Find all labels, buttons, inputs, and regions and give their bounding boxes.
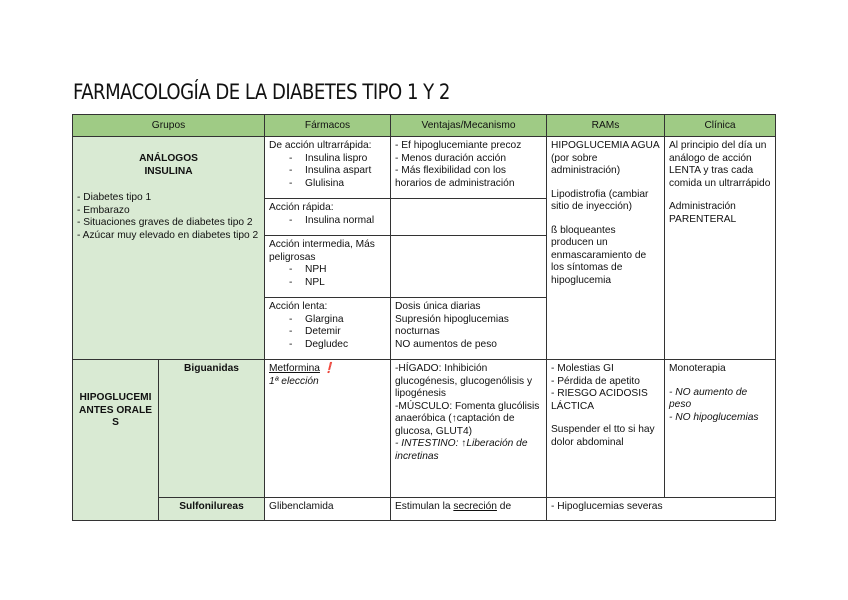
ventajas-ultrarrapida	[391, 137, 547, 199]
rams-betabloqueantes: ß bloqueantes producen un enmascaramiento de los síntomas de hipoglucemia	[551, 224, 647, 286]
farmaco-intermedia	[265, 236, 391, 298]
clinica-administracion: Administración PARENTERAL	[669, 201, 737, 225]
ventajas-lenta	[391, 298, 547, 360]
mecanismo-higado: -HÍGADO: Inhibición glucogénesis, glucogenólisis y lipogénesis	[395, 363, 533, 399]
farmaco-rapida	[265, 199, 391, 236]
header-farmacos: Fármacos	[265, 115, 391, 137]
ventaja-item: - Ef hipoglucemiante precoz	[395, 140, 522, 151]
exclamation-icon: ❗	[322, 363, 336, 374]
header-row	[73, 115, 776, 137]
drug-item: - NPH	[269, 264, 386, 277]
ventaja-item: NO aumentos de peso	[395, 338, 497, 350]
drug-item: - NPL	[269, 277, 386, 290]
ram-item: - RIESGO ACIDOSIS LÁCTICA	[551, 388, 648, 412]
ventaja-item: Dosis única diarias	[395, 301, 481, 312]
mecanismo-sulfonilureas	[391, 498, 547, 521]
metformina-note: 1ª elección	[269, 375, 319, 387]
ventaja-item: Supresión hipoglucemias nocturnas	[395, 313, 509, 337]
analogos-group-cell	[73, 137, 265, 360]
ventajas-rapida	[391, 199, 547, 236]
header-rams: RAMs	[547, 115, 665, 137]
header-grupos: Grupos	[73, 115, 265, 137]
drug-item: - Glargina	[269, 314, 386, 327]
mecanismo-prefix: Estimulan la	[395, 501, 454, 512]
clinica-biguanidas	[665, 360, 776, 498]
mecanismo-intestino: - INTESTINO: ↑Liberación de incretinas	[395, 438, 528, 462]
clinica-item: - NO hipoglucemias	[669, 411, 759, 423]
mecanismo-suffix: de	[496, 501, 512, 512]
drug-item: - Insulina lispro	[269, 153, 386, 166]
indication-item: - Embarazo	[77, 204, 130, 216]
ventajas-intermedia	[391, 236, 547, 298]
subgroup-biguanidas: Biguanidas	[159, 360, 265, 498]
header-ventajas: Ventajas/Mecanismo	[391, 115, 547, 137]
farmaco-lenta	[265, 298, 391, 360]
indication-item: - Azúcar muy elevado en diabetes tipo 2	[77, 229, 259, 241]
farmaco-metformina	[265, 360, 391, 498]
ram-item: - Pérdida de apetito	[551, 375, 640, 387]
drug-item: - Insulina aspart	[269, 165, 386, 178]
rams-biguanidas	[547, 360, 665, 498]
clinica-analogos	[665, 137, 776, 360]
mecanismo-musculo: -MÚSCULO: Fomenta glucólisis anaeróbica (↑captación de glucosa, GLUT4)	[395, 400, 540, 437]
header-clinica: Clínica	[665, 115, 776, 137]
indication-item: - Diabetes tipo 1	[77, 192, 152, 203]
ventaja-item: - Más flexibilidad con los horarios de administración	[395, 165, 515, 189]
rams-sulfonilureas: - Hipoglucemias severas	[547, 498, 776, 521]
rams-suspender-note: Suspender el tto si hay dolor abdominal	[551, 424, 655, 448]
subgroup-sulfonilureas: Sulfonilureas	[159, 498, 265, 521]
intermedia-label: Acción intermedia, Más peligrosas	[269, 239, 375, 263]
rams-hipoglucemia: HIPOGLUCEMIA AGUA (por sobre administración)	[551, 140, 660, 176]
analogos-name-line2: INSULINA	[144, 165, 193, 177]
hipoglucemiantes-label: HIPOGLUCEMIANTES ORALES	[78, 392, 152, 428]
clinica-pauta: Al principio del día un análogo de acción LENTA y tras cada comida un ultrarrápido	[669, 140, 771, 189]
indication-item: - Situaciones graves de diabetes tipo 2	[77, 217, 253, 228]
drug-item: - Insulina normal	[269, 215, 386, 228]
analogos-name-line1: ANÁLOGOS	[139, 153, 198, 164]
drug-item: - Glulisina	[269, 178, 386, 191]
rapida-label: Acción rápida:	[269, 202, 334, 213]
rams-lipodistrofia: Lipodistrofia (cambiar sitio de inyección)	[551, 188, 649, 212]
ram-item: - Molestias GI	[551, 363, 614, 374]
rams-analogos	[547, 137, 665, 360]
drug-item: - Detemir	[269, 326, 386, 339]
metformina-name: Metformina	[269, 363, 320, 374]
table-row	[73, 137, 776, 199]
table-row	[73, 498, 776, 521]
lenta-label: Acción lenta:	[269, 301, 328, 312]
mecanismo-biguanidas	[391, 360, 547, 498]
drug-item: - Degludec	[269, 339, 386, 352]
ventaja-item: - Menos duración acción	[395, 152, 507, 164]
farmaco-glibenclamida: Glibenclamida	[265, 498, 391, 521]
farmaco-ultrarrapida	[265, 137, 391, 199]
clinica-item: - NO aumento de peso	[669, 386, 748, 410]
table-row	[73, 360, 776, 498]
hipoglucemiantes-group-cell	[73, 360, 159, 521]
mecanismo-secrecion: secreción	[453, 501, 497, 512]
pharmacology-table	[72, 114, 776, 521]
page-title: FARMACOLOGÍA DE LA DIABETES TIPO 1 Y 2	[73, 80, 450, 104]
ultrarrapida-label: De acción ultrarrápida:	[269, 140, 372, 151]
clinica-monoterapia: Monoterapia	[669, 363, 726, 374]
